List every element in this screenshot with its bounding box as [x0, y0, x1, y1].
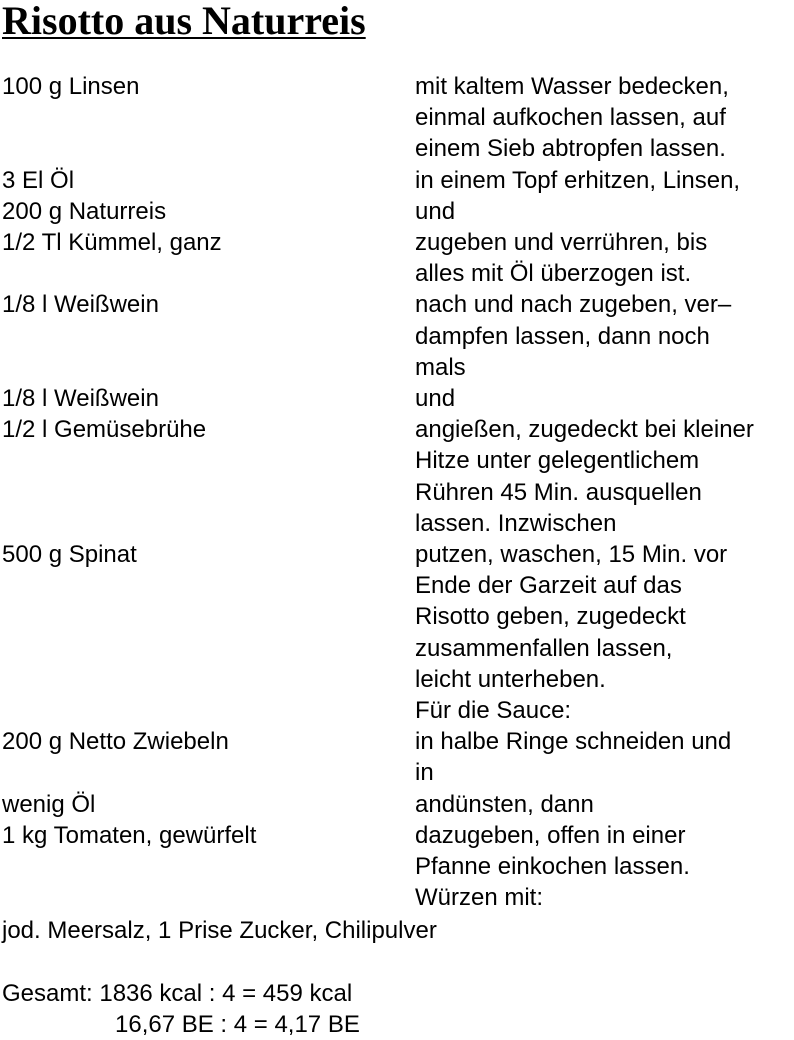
recipe-row — [2, 71, 794, 165]
recipe-row — [2, 165, 794, 196]
recipe-row — [2, 820, 794, 914]
recipe-row — [2, 383, 794, 414]
instruction: putzen, waschen, 15 Min. vor Ende der Garzeit auf das Risotto geben, zugedeckt zusammenfallen lassen, leicht unterheben. Für die Sauce: — [415, 541, 728, 725]
recipe-row — [2, 289, 794, 383]
recipe-row — [2, 227, 794, 289]
instruction: mit kaltem Wasser bedecken, einmal aufkochen lassen, auf einem Sieb abtropfen lassen. — [415, 73, 729, 163]
recipe-row — [2, 726, 794, 788]
ingredient: 1/2 l Gemüsebrühe — [2, 416, 207, 444]
instruction: andünsten, dann — [415, 790, 594, 818]
recipe-title: Risotto aus Naturreis — [2, 0, 366, 43]
instruction: in einem Topf erhitzen, Linsen, — [415, 166, 741, 194]
seasoning-line: jod. Meersalz, 1 Prise Zucker, Chilipulver — [2, 917, 437, 944]
recipe-table — [2, 71, 794, 913]
ingredient: 200 g Netto Zwiebeln — [2, 728, 229, 756]
instruction: in halbe Ringe schneiden und in — [415, 728, 732, 787]
recipe-row — [2, 539, 794, 726]
ingredient: 500 g Spinat — [2, 541, 137, 569]
instruction: angießen, zugedeckt bei kleiner Hitze unter gelegentlichem Rühren 45 Min. ausquellen lassen. Inzwischen — [415, 416, 754, 537]
ingredient: 1/8 l Weißwein — [2, 385, 159, 413]
ingredient: 1/8 l Weißwein — [2, 291, 159, 319]
recipe-row — [2, 196, 794, 227]
ingredient: 1 kg Tomaten, gewürfelt — [2, 821, 257, 849]
instruction: dazugeben, offen in einer Pfanne einkochen lassen. Würzen mit: — [415, 821, 690, 912]
ingredient: 200 g Naturreis — [2, 197, 167, 225]
total-bread-units: 16,67 BE : 4 = 4,17 BE — [115, 1011, 360, 1038]
instruction: und — [415, 385, 456, 413]
ingredient: 1/2 Tl Kümmel, ganz — [2, 229, 222, 257]
instruction: nach und nach zugeben, ver– dampfen lassen, dann noch mals — [415, 291, 732, 381]
instruction: und — [415, 197, 456, 225]
instruction: zugeben und verrühren, bis alles mit Öl überzogen ist. — [415, 229, 708, 288]
recipe-row — [2, 414, 794, 539]
recipe-row — [2, 789, 794, 820]
ingredient: 100 g Linsen — [2, 73, 140, 100]
ingredient: 3 El Öl — [2, 166, 75, 194]
total-calories: Gesamt: 1836 kcal : 4 = 459 kcal — [2, 980, 353, 1007]
ingredient: wenig Öl — [2, 790, 96, 818]
